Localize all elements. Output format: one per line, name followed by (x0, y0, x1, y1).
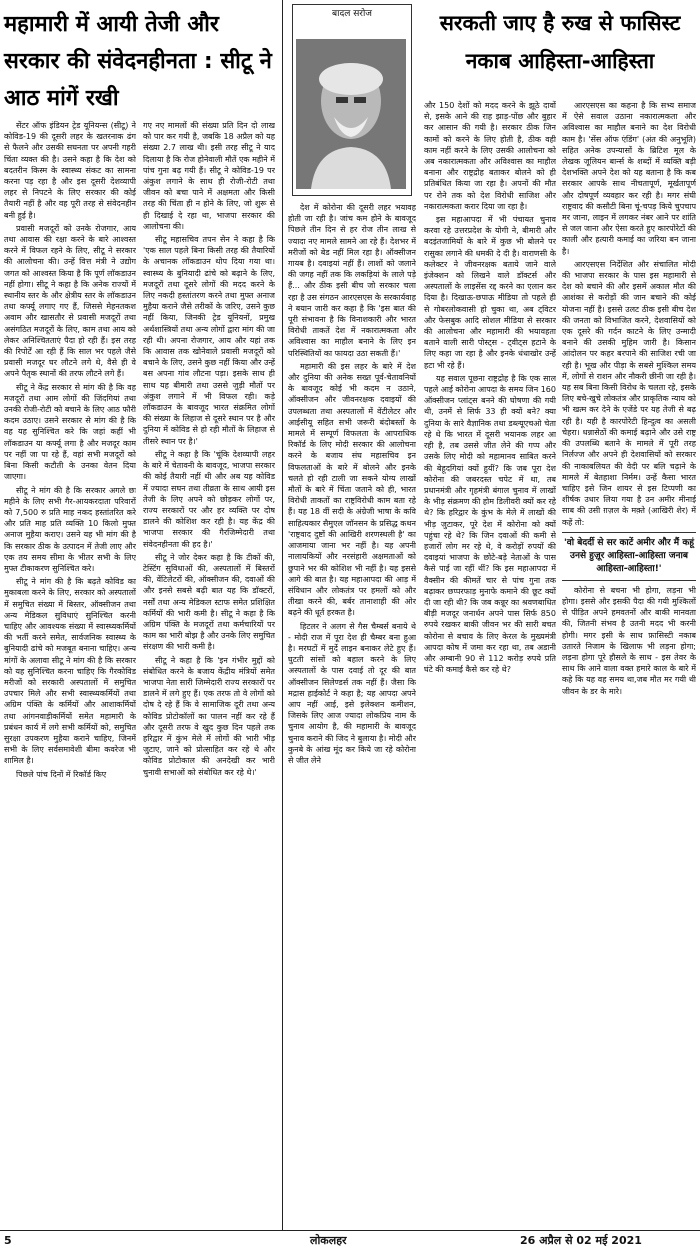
paragraph: सीटू ने मांग की है कि सरकार अगले छः महीने के लिए सभी गैर-आयकरदाता परिवारों को 7,500 रु प्रति माह नकद हस्तांतरित करे और प्रति माह प्रति व्यक्ति 10 किलो मुफ्त अनाज मुहैया कराए। उसने यह भी मांग की है कि सरकार ठीक के उत्पादन में तेजी लाए और एक तय समय सीमा के भीतर सभी के लिए मुफ्त टीकाकरण सुनिश्चित करे। (4, 485, 136, 573)
right-article-col4 (424, 100, 556, 1228)
paragraph: सीटू ने जोर देकर कहा है कि टीकों की, टेस्टिंग सुविधाओं की, अस्पतालों में बिस्तरों की, वेंटिलेटरों की, ऑक्सीजन की, दवाओं की और इनसे सबसे बढ़ी बात यह कि डॉक्टरों, नर्सों तथा अन्य मेडिकल स्टाफ समेत प्रशिक्षित कर्मियों की भारी कमी है। सीटू ने कहा है कि अग्रिम पंक्ति के मजदूरों तथा कर्मचारियों पर काम का भारी बोझ है और उनके लिए समुचित संरक्षण की भारी कमी है। (143, 552, 275, 652)
page-number: 5 (4, 1234, 12, 1247)
issue-date: 26 अप्रैल से 02 मई 2021 (520, 1234, 642, 1247)
byline-box (292, 4, 412, 196)
paragraph: सीटू ने केंद्र सरकार से मांग की है कि वह मजदूरों तथा आम लोगों की जिंदगियां तथा उनकी रोजी-रोटी को बचाने के लिए आठ फौरी कदम उठाए। उसने सरकार से मांग की है कि वह यह सुनिश्चित करे कि जहां कहीं भी लॉकडाउन या कर्फ्यू लगा है और मजदूर काम पर नहीं जा पा रहे हैं, वहां सभी मजदूरों को बिना किसी कटौती के उनका वेतन दिया जाएगा। (4, 382, 136, 482)
paragraph: प्रवासी मजदूरों को उनके रोजगार, आय तथा आवास की रक्षा करने के बारे आश्वस्त करने में विफल रहने के लिए, सीटू ने सरकार की आलोचना की। उन्हें वित्त मंत्री ने उद्योग जगत को आश्वस्त किया है कि पूर्ण लॉकडाउन नहीं होगा। सीटू ने कहा है कि अनेक राज्यों में स्थानीय स्तर के और क्षेत्रीय स्तर के लॉकडाउन तथा कर्फ्यू लगाए गए हैं, जिससे मेहनतकश अवाम और खासतौर से प्रवासी मजदूरों तथा असंगठित मजदूरों के लिए, काम तथा आय को लेकर अनिश्चितताएं पैदा हो रही हैं। इस तरह की रिपोर्टें आ रही हैं कि साल भर पहले जैसे प्रवासी मजदूर घर लौटने लगे थे, वैसे ही वे अपने पैतृक स्थानों की तरफ लौटने लगे हैं। (4, 223, 136, 379)
paragraph: इस महाआपदा में भी पंचायत चुनाव करवा रहे उत्तरप्रदेश के योगी ने, बीमारी और बदइंतजामियों के बारे में कुछ भी बोलने पर रासुका लगाने की धमकी दे दी है। वाराणसी के कलेक्टर ने जीवनरक्षक बताये जाने वाले इंजेक्शन को लिखने वाले डॉक्टर्स और अस्पतालों के लाइसेंस रद्द करने का एलान कर दिया है। दिखाऊ-छपाऊ मीडिया तो पहले ही से गोबरलोकवासी हो चुका था, अब ट्विटर और फेसबुक आदि सोशल मीडिया से सरकार की आलोचना और महामारी की भयावहता बताने वाली सारी पोस्ट्स - ट्वीट्स हटाने के लिए कहा जा रहा है और इनके धंधाखोर उन्हें हटा भी रहे हैं। (424, 215, 556, 370)
paragraph: सीटू ने कहा है कि 'इन गंभीर मुद्दों को संबोधित करने के बजाय केंद्रीय मंत्रियों समेत भाजपा नेता सारी जिम्मेदारी राज्य सरकारों पर डालने में लगे हुए हैं। एक तरफ तो वे लोगों को दोष दे रहे हैं कि वे सामाजिक दूरी तथा अन्य कोविड प्रोटोकॉलों का पालन नहीं कर रहे हैं और दूसरी तरफ वे खुद कुछ दिन पहले तक हरिद्वार में कुंभ मेले में लोगों की भारी भीड़ जुटाए, जाने को प्रोत्साहित कर रहे थे और कोविड प्रोटोकाल की अनदेखी कर भारी चुनावी सभाओं को संबोधित कर रहे थे।' (143, 655, 275, 777)
author-photo (296, 39, 406, 189)
publication-name: लोकलहर (310, 1234, 347, 1247)
paragraph: हिटलर ने अलग से गैस चैम्बर्स बनाये थे - मोदी राज में पूरा देश ही चैम्बर बना हुआ है। मरघटों में मुर्दे लाइन बनाकर लेटे हुए हैं। घुटती सांसों को बहाल करने के लिए अस्पतालों के पास दवाई तो दूर की बात ऑक्सीजन सिलेण्डर्स तक नहीं हैं। जैसा कि मद्रास हाईकोर्ट ने कहा है; यह आपदा अपने आप नहीं आई, इसे इलेक्शन कमीशन, जिसके लिए आज ज्यादा लोकप्रिय नाम कें चुनाव आयोग है, की महामारी के बावजूद चुनाव कराने की जिद ने बुलाया है। मोदी और कुनबे के आंख मूंद कर किये जा रहे कोरोना से जीत लेने (288, 621, 416, 765)
right-headline (422, 4, 698, 80)
paragraph: कोरोना से बचना भी होगा, लड़ना भी होगा। इससे और इसकी पैदा की गयी मुश्किलों से पीड़ित अपने हमवतनों और बाकी मानवता की, जितनी संभव है उतनी मदद भी करनी होगी। मगर इसी के साथ फ़ासिस्टी नकाब उतारते निजाम के खिलाफ भी लड़ना होगा; लड़ना होगा पूरे हौसले के साथ - इस तेवर के साथ कि आने वाला वक्त हमारे काल के बारे में कहे कि यह वह समय था,जब मौत मर गयी थी जीवन के डर के मारे। (562, 585, 696, 696)
paragraph: आरएसएस का कहना है कि सभ्य समाज में ऐसे सवाल उठाना नकारात्मकता और अविश्वास का माहौल बनाने का देश विरोधी काम है। 'सेंस ऑफ एंडिंग' (अंत की अनुभूति) सहित अनेक उपन्यासों के ब्रिटिश मूल के लेखक जूलियन बार्न्स के शब्दों में व्यक्ति बड़ी देशभक्ति अपने देश को यह बताना है कि कब सरकार आपके साथ नीचतापूर्ण, मूर्खतापूर्ण और दोषपूर्ण व्यवहार कर रही है। मगर संघी राष्ट्रवाद की कसौटी बिना चूं-चपड़ किये चुपचाप मर जाना, लाइन में लगकर नंबर आने पर शांति से जल जाना और ऐसा करते हुए कारपोरेटों की काली और हत्यारी कमाई का जरिया बन जाना है। (562, 101, 696, 256)
left-headline: महामारी में आयी तेजी और सरकार की संवेदनहीनता : सीटू ने आठ मांगें रखी (4, 12, 272, 111)
right-headline-line2: नकाब आहिस्ता-आहिस्ता (465, 49, 655, 73)
author-name: बादल सरोज (332, 9, 372, 19)
paragraph: सेंटर ऑफ इंडियन ट्रेड यूनियन्स (सीटू) ने कोविड-19 की दूसरी लहर के खतरनाक ढंग से फैलने और उसकी सघनता पर अपनी गहरी चिंता व्यक्त की है। उसने कहा है कि देश को बदतरीन किस्म के स्वास्थ्य संकट का सामना करना पड़ रहा है और इस दूसरी देशव्यापी लहर से निपटने के लिए सरकार की कोई तैयारी नहीं है और वह पूरी तरह से संवेदनहीन बनी हुई है। (4, 121, 136, 220)
paragraph: और 150 देशों को मदद करने के झूठे दावों से, इसके आने की राह झाड़-पोंछ और बुहार कर आसान की गयी है। सरकार ठीक जिन कामों को करने के लिए होती है, ठीक वही काम नहीं करने के लिए उसकी आलोचना को अब नकारात्मकता और अविश्वास का माहौल बनाना और राष्ट्रद्रोह बताकर बोलने को ही प्रतिबंधित किया जा रहा है। अपनों की मौत पर रोने तक को देश विरोधी साजिश और नकारात्मकता करार दिया जा रहा है। (424, 101, 556, 211)
right-article-col5 (562, 100, 696, 1228)
paragraph: सीटू ने कहा है कि 'चूंकि देशव्यापी लहर के बारे में चेतावनी के बावजूद, भाजपा सरकार की कोई तैयारी नहीं थी और अब यह कोविड में ज्यादा सघन तथा तीव्रता के साथ आयी इस तेजी के लिए अपने को छोड़कर लोगों पर, राज्य सरकारों पर और हर व्यक्ति पर दोष डालने की कोशिश कर रही है। यह केंद्र की भाजपा सरकार की गैरजिम्मेदारी तथा संवेदनहीनता की हद है।' (143, 449, 275, 549)
left-article-col1 (4, 120, 136, 1228)
article-divider (282, 0, 283, 1230)
paragraph: देश में कोरोना की दूसरी लहर भयावह होती जा रही है। जांच कम होने के बावजूद पिछले तीन दिन से हर रोज तीन लाख से ज्यादा नए मामले सामने आ रहे हैं। देशभर में मरीजों को बेड नहीं मिल रहा है। ऑक्सीजन गायब है। दवाइयां नहीं हैं। लाशों को जलाने की जगह नहीं तक कि लकड़ियां के लाले पड़े हैं... और ठीक इसी बीच जो सरकार चला रहा है उस संगठन आरएसएस के सरकार्यवाह ने बयान जारी कर कहा है कि 'इस बात की पूरी संभावना है कि विनाशकारी और भारत विरोधी ताकतें देश में नकारात्मकता और अविश्वास का माहौल बनाने के लिए इन परिस्थितियों का फायदा उठा सकती हैं।' (288, 203, 416, 358)
left-article-col2 (143, 120, 275, 1228)
paragraph: गए नए मामलों की संख्या प्रति दिन दो लाख को पार कर गयी है, जबकि 18 अप्रैल को यह संख्या 2.7 लाख थी। इसी तरह सीटू ने याद दिलाया है कि रोज होनेवाली मौतें एक महीने में पांच गुना बढ़ गयी हैं। सीटू ने कोविड-19 पर अंकुश लगाने के साथ ही रोजी-रोटी तथा जीवन को बचा पाने में अक्षमता और किसी तरह की चिंता ही न होने के लिए, जो शुरू से ही दिखाई दे रहा था, भाजपा सरकार की आलोचना की। (143, 121, 275, 231)
paragraph: पिछले पांच दिनों में रिकॉर्ड किए (16, 769, 107, 779)
paragraph: सीटू महासचिव तपन सेन ने कहा है कि 'एक साल पहले बिना किसी तरह की तैयारियों के अचानक लॉकडाउन थोप दिया गया था। स्वास्थ्य के बुनियादी ढांचे को बढ़ाने के लिए, मजदूरों तथा दूसरे लोगों की मदद करने के लिए नकदी हस्तांतरण करने तथा मुफ्त अनाज मुहैया कराने जैसे तरीकों के जरिए, उसने कुछ नहीं किया, जिनकी ट्रेड यूनियनों, प्रमुख अर्थशास्त्रियों तथा अन्य लोगों द्वारा मांग की जा रही थी। अपना रोजगार, आय और यहां तक कि आवास तक खोनेवाले प्रवासी मजदूरों को बचाने के लिए, उसने कुछ नहीं किया और उन्हें बस अपना गांव लौटना पड़ा। इसके साथ ही साथ यह बीमारी तथा उससे जुड़ी मौतों पर अंकुश लगाने में भी विफल रही। कड़े लॉकडाउन के बावजूद भारत संक्रमित लोगों की संख्या के लिहाज से दूसरे स्थान पर है और दुनिया में कोविड से हो रही मौतों के लिहाज से तीसरे स्थान पर है।' (143, 235, 275, 446)
paragraph: आरएसएस निर्देशित और संचालित मोदी की भाजपा सरकार के पास इस महामारी से देश को बचाने की और इसमें अकाल मौत की आशंका से करोड़ों की जान बचाने की कोई योजना नहीं है। इससे उलट ठीक इसी बीच देश की जनता को विभाजित करने, देशवासियों को एक दूसरे की गर्दन काटने के लिए उन्मादी बनाने की उसकी मुहिम जारी है। किसान आंदोलन पर कहर बरपाने की साजिश रची जा रही है। भूख और पीड़ा के सबसे मुश्किल समय में, लोगों से राशन और नौकरी छीनी जा रही है। यह सब बिना किसी विरोध के चलता रहे, इसके लिए बचे-खुचे लोकतंत्र और प्राकृतिक न्याय को भी खत्म कर देने के एजेंडे पर यह तेजी से बढ़ रही है। यही है कारपोरेटी हिन्दुत्व का असली चेहरा। धन्नासेठों की कमाई बढ़ाने और उसे राष्ट्र की उपलब्धि बताने के मामले में पूरी तरह निर्लज्ज और अपने ही देशवासियों को सरकार की नाकाबलियत की वेदी पर बलि चढ़ाने के मामले में बेतहाशा निर्मम। उन्हें कैसा भारत चाहिए इसे जिन शायर से इस टिप्पणी का शीर्षक उधार लिया गया है उन अमीर मीनाई साब की उसी ग़ज़ल के मक़्ते (आखिरी शेर) में कहें तो: (562, 259, 696, 527)
right-article-col3 (288, 202, 416, 1228)
paragraph: महामारी की इस लहर के बारे में देश और दुनिया की अनेक सख्त पूर्व-चेतावनियों के बावजूद कोई भी कदम न उठाने, ऑक्सीजन और जीवनरक्षक दवाइयों की उपलब्धता तथा अस्पतालों में वेंटीलेटर और आईसीयू सहित सभी जरूरी बंदोबस्तों के मामले में सम्पूर्ण विफलता के आपराधिक रिकॉर्ड के लिए मोदी सरकार की आलोचना करने के बजाय संघ महासचिव इन विफलताओं के बारे में बोलने और इनके चलते हो रही टाली जा सकने योग्य लाखों मौतों के बारे में चिंता जताने को ही, भारत विरोधी ताकतों का राष्ट्रविरोधी काम बता रहे हैं। यह 18 वीं सदी के अंग्रेजी भाषा के कवि साहित्यकार सैमुएल जॉनसन के प्रसिद्ध कथन 'राष्ट्रवाद दुष्टों की आखिरी शरणस्थली है' का आजमाया जाना भर नहीं है। यह अपनी नालायकियों और नरसंहारी अक्षमताओं को छुपाने भर की कोशिश भी नहीं है। यह इससे आगे की बात है। यह महाआपदा की आड़ में संविधान और लोकतंत्र पर हमलों को और तीखा करने की, बर्बर तानाशाही की ओर बढ़ने की धूर्त हरकत है। (288, 361, 416, 618)
page-footer (0, 1230, 700, 1252)
paragraph: सीटू ने मांग की है कि बढ़ते कोविड का मुकाबला करने के लिए, सरकार को अस्पतालों में समुचित संख्या में बिस्तर, ऑक्सीजन तथा अन्य मेडिकल सुविधाएं सुनिश्चित करनी चाहिए और आवश्यक संख्या में स्वास्थ्यकर्मियों की भर्ती करने समेत, सार्वजनिक स्वास्थ्य के बुनियादी ढांचे को मजबूत बनाना चाहिए। अन्य मांगों के अलावा सीटू ने मांग की है कि सरकार को यह सुनिश्चित करना चाहिए कि गैरकोविड मरीजों को सरकारी अस्पतालों में समुचित उपचार मिले और सभी स्वास्थ्यकर्मियों तथा अग्रिम पंक्ति के कर्मियों और आशाकर्मियों तथा आंगनवाड़ीकर्मियों समेत महामारी के प्रबंधन कार्य में लगे सभी कर्मियों को, समुचित सुरक्षा उपकरण मुहैया कराने चाहिए, जिनमें सभी के लिए सर्वसमावेशी बीमा कवरेज भी शामिल है। (4, 577, 136, 766)
paragraph: यह सवाल पूछना राष्ट्रद्रोह है कि एक साल पहले आई कोरोना आपदा के समय जिन 160 ऑक्सीजन प्लांट्स बनने की घोषणा की गयी थी, उनमें से सिर्फ 33 ही क्यों बने? क्या दुनिया के सारे वैज्ञानिक तथा डब्ल्यूएचओ चेता रहे थे कि भारत में दूसरी भयानक लहर आ रही है, तब उससे जीत लेने की गप्प और उसके लिए मोदी को महामानव साबित करने की बेहूदगियां क्यों हुयीं? कि जब पूरा देश कोरोना की जबरदस्त चपेट में था, तब प्रधानमंत्री और गृहमंत्री बंगाल चुनाव में लाखों के भीड़ संक्रमण की होम डिलीवरी क्यों कर रहे थे? कि हरिद्वार के कुंभ के मेले में लाखों की भीड़ जुटाकर, पूरे देश में कोरोना को क्यों पहुंचा रहे थे? कि जिन दवाओं की कमी से हजारों लोग मर रहे थे, वे करोड़ों रुपयों की दवाइयां भाजपा के छोटे-बड़े नेताओं के पास कैसे पाई जा रहीं थीं? कि इस महाआपदा में वैक्सीन की कीमतें चार से पांच गुना तक बढ़ाकर छप्परफाड़ मुनाफे कमाने की छूट क्यों दी जा रही थी? कि जब कन्नूर का श्रवणबाधित बीड़ी मजदूर जनार्धन अपने पास सिर्फ 850 रुपये रखकर बाकी जीवन भर की सारी बचत कोरोना से बचाव के लिए केरल के मुख्यमंत्री आपदा कोष में जमा कर रहा था, तब अडानी और अम्बानी 90 से 112 करोड़ रुपये प्रति घंटे की कमाई कैसे कर रहे थे? (424, 373, 556, 675)
pull-quote: 'वो बेदर्दी से सर काटें अमीर और मैं कहूं उनसे हुज़ूर आहिस्ता-आहिस्ता जनाब आहिस्ता-आहिस्ता!' (562, 532, 696, 581)
right-headline-line1: सरकती जाए है रुख से फासिस्ट (439, 11, 681, 35)
